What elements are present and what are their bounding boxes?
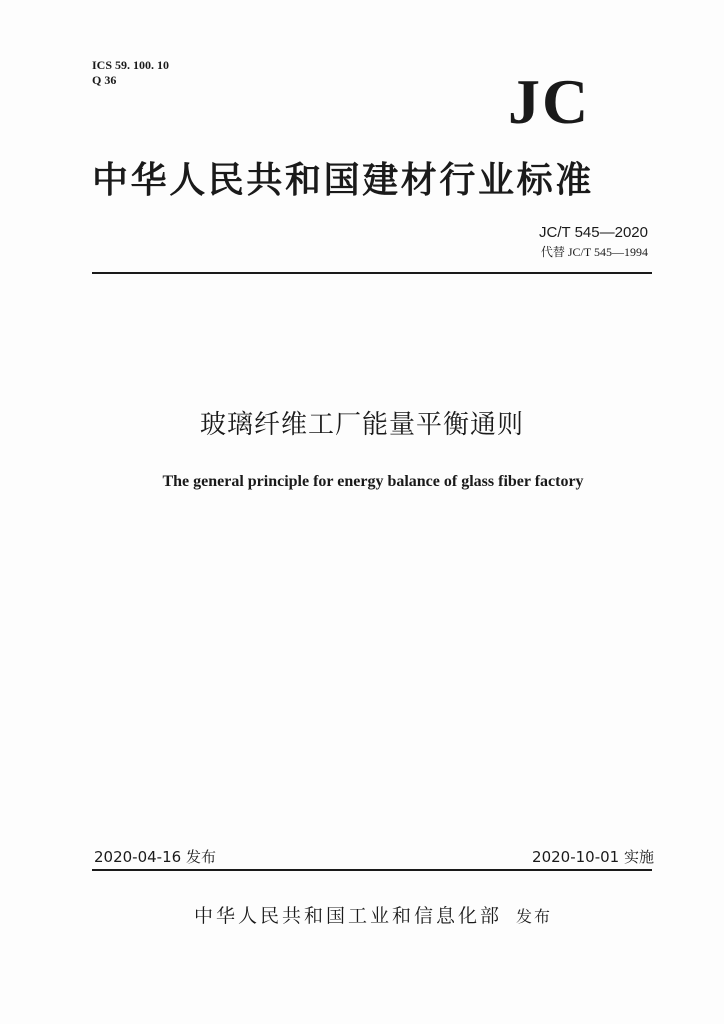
standard-number: JC/T 545—2020 [539,224,648,241]
ccs-code: Q 36 [92,73,117,87]
standard-number-block [539,224,648,260]
publisher-name: 中华人民共和国工业和信息化部 [193,905,502,927]
footer-divider [92,869,652,871]
publisher-line [0,902,724,931]
document-title-zh: 玻璃纤维工厂能量平衡通则 [199,410,524,440]
implementation-date: 2020-10-01 实施 [532,848,654,866]
classification-codes [92,58,169,88]
document-title-en: The general principle for energy balance of glass fiber factory [162,473,584,490]
ics-code: ICS 59. 100. 10 [92,58,170,72]
issue-date: 2020-04-16 发布 [94,848,216,866]
replaces-note: 代替 JC/T 545—1994 [540,245,648,259]
standard-category-heading: 中华人民共和国建材行业标准 [92,159,594,201]
header-divider [92,272,652,274]
jc-logo: JC [508,66,591,137]
publisher-action: 发布 [516,907,553,926]
